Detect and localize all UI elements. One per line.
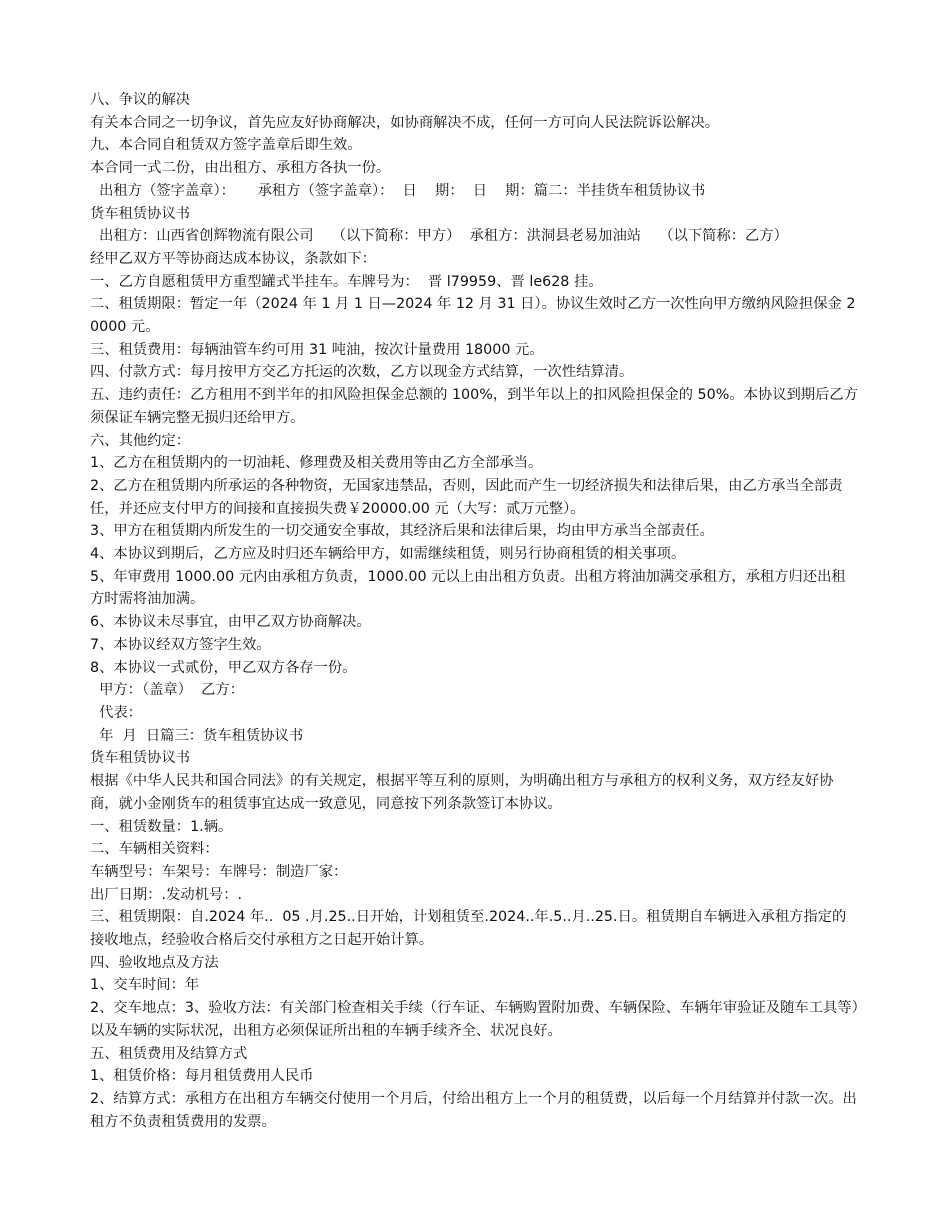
signature-line: 甲方：（盖章） 乙方： [90,682,245,699]
clause: 四、付款方式：每月按甲方交乙方托运的次数，乙方以现金方式结算，一次性结算清。 [90,364,634,381]
field-line: 车辆型号：车架号：车牌号：制造厂家： [90,863,348,880]
clause: 三、租赁费用：每辆油管车约可用 31 吨油，按次计量费用 18000 元。 [90,341,544,358]
section-heading-vehicle: 二、车辆相关资料： [90,841,219,858]
clause: 1、租赁价格：每月租赁费用人民币 [90,1068,314,1085]
section-heading-fees: 五、租赁费用及结算方式 [90,1045,248,1062]
clause: 1、乙方在租赁期内的一切油耗、修理费及相关费用等由乙方全部承当。 [90,455,543,472]
parties-line: 出租方：山西省创辉物流有限公司 （以下简称：甲方） 承租方：洪洞县老易加油站 （以下简称：乙方） [90,228,788,245]
clause: 6、本协议未尽事宜，由甲乙双方协商解决。 [90,614,371,631]
clause: 5、年审费用 1000.00 元内由承租方负责，1000.00 元以上由出租方负责。出租方将油加满交承租方，承租方归还出租方时需将油加满。 [90,568,846,608]
paragraph: 根据《中华人民共和国合同法》的有关规定，根据平等互利的原则，为明确出租方与承租方的权利义务，双方经友好协商，就小金刚货车的租赁事宜达成一致意见，同意按下列条款签订本协议。 [90,773,834,812]
paragraph: 经甲乙双方平等协商达成本协议，条款如下： [90,250,376,267]
clause: 3、甲方在租赁期内所发生的一切交通安全事故，其经济后果和法律后果，均由甲方承当全部责任。 [90,523,714,540]
clause: 二、租赁期限：暂定一年（2024 年 1 月 1 日—2024 年 12 月 31 日）。协议生效时乙方一次性向甲方缴纳风险担保金 20000 元。 [90,296,856,336]
section-heading-dispute: 八、争议的解决 [90,92,191,108]
section-heading-effective: 九、本合同自租赁双方签字盖章后即生效。 [90,137,362,154]
document-title: 货车租赁协议书 [90,750,191,767]
section-heading-inspection: 四、验收地点及方法 [90,954,219,971]
signature-line: 出租方（签字盖章）： 承租方（签字盖章）： 日 期： 日 期：篇二：半挂货车租赁协议书 [90,182,706,199]
paragraph: 本合同一式二份，由出租方、承租方各执一份。 [90,160,391,177]
clause: 8、本协议一式贰份，甲乙双方各存一份。 [90,659,357,676]
clause: 一、乙方自愿租赁甲方重型罐式半挂车。车牌号为： 晋 l79959、晋 le628 挂。 [90,273,603,290]
field-line: 出厂日期：.发动机号：. [90,886,243,903]
clause: 五、违约责任：乙方租用不到半年的扣风险担保金总额的 100%，到半年以上的扣风险担保金的 50%。本协议到期后乙方须保证车辆完整无损归还给甲方。 [90,387,858,426]
clause: 2、交车地点：3、验收方法：有关部门检查相关手续（行车证、车辆购置附加费、车辆保险、车辆年审验证及随车工具等）以及车辆的实际状况，出租方必须保证所出租的车辆手续齐全、状况良好。 [90,1000,859,1039]
paragraph: 有关本合同之一切争议，首先应友好协商解决，如协商解决不成，任何一方可向人民法院诉讼解决。 [90,114,720,131]
clause: 2、乙方在租赁期内所承运的各种物资，无国家违禁品，否则，因此而产生一切经济损失和法律后果，由乙方承当全部责任，并还应支付甲方的间接和直接损失费￥20000.00 元（大写：贰万元整）。 [90,477,843,517]
section-heading-other: 六、其他约定： [90,432,191,449]
document-title: 货车租赁协议书 [90,205,191,222]
clause: 4、本协议到期后，乙方应及时归还车辆给甲方，如需继续租赁，则另行协商租赁的相关事项。 [90,546,686,563]
clause: 三、租赁期限：自.2024 年.. 05 .月.25..日开始，计划租赁至.2024..年.5..月..25.日。租赁期自车辆进入承租方指定的接收地点，经验收合格后交付承租方之日起开始计算。 [90,909,847,949]
signature-line: 代表： [90,704,142,721]
clause: 1、交车时间：年 [90,977,200,994]
date-line: 年 月 日篇三：货车租赁协议书 [90,727,304,744]
clause: 2、结算方式：承租方在出租方车辆交付使用一个月后，付给出租方上一个月的租赁费，以后每一个月结算并付款一次。出租方不负责租赁费用的发票。 [90,1090,857,1130]
clause: 一、租赁数量：1.辆。 [90,818,233,835]
clause: 7、本协议经双方签字生效。 [90,636,271,653]
